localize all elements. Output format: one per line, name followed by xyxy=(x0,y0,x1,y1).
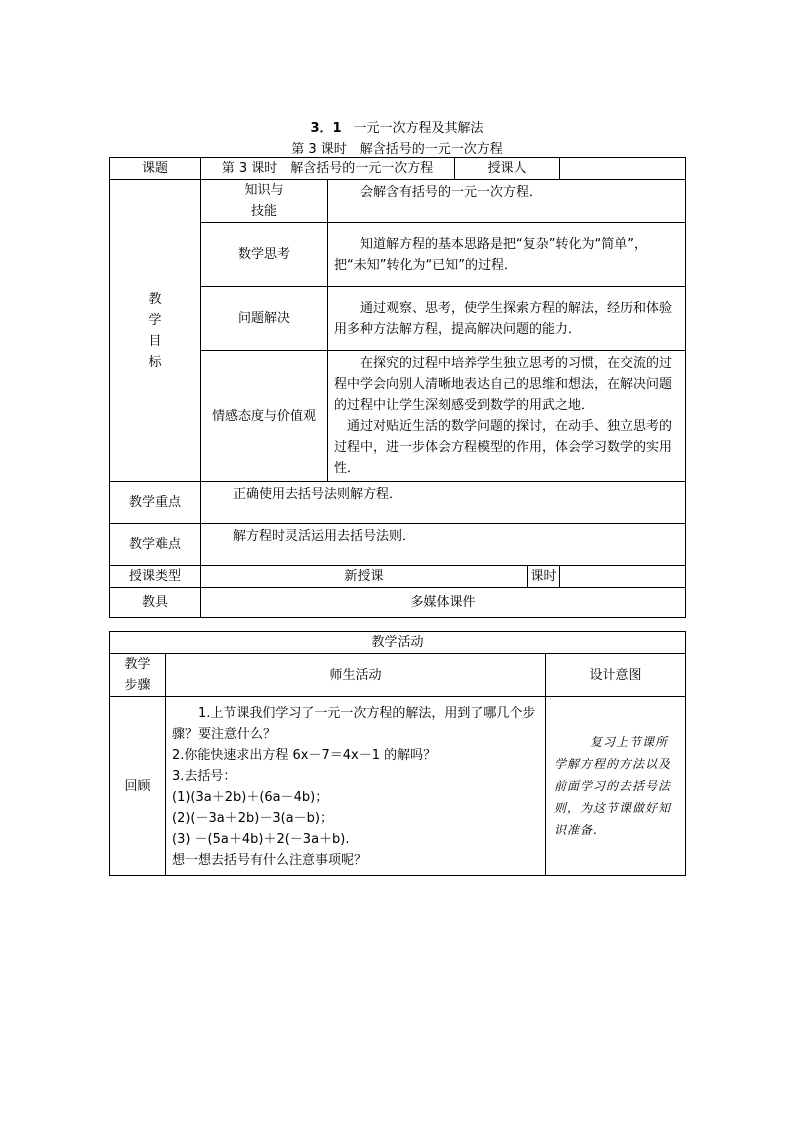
topic-row xyxy=(110,158,686,180)
review-line-3: 3.去括号： xyxy=(172,769,237,784)
review-line-5: (2)(－3a＋2b)－3(a－b)； xyxy=(172,811,333,826)
difficulty-label: 教学难点 xyxy=(110,524,201,566)
topic-label: 课题 xyxy=(110,158,201,180)
review-activities xyxy=(166,697,546,876)
hours-label: 课时 xyxy=(528,566,560,588)
section-number: 3．1 xyxy=(310,121,342,136)
review-line-6: (3) －(5a＋4b)＋2(－3a＋b). xyxy=(172,832,350,847)
type-row xyxy=(110,566,686,588)
goals-label: 教 学 目 标 xyxy=(110,180,201,482)
lesson-plan-table xyxy=(109,157,686,618)
goal-label-knowledge: 知识与 技能 xyxy=(201,180,328,223)
activity-table xyxy=(109,631,686,876)
key-text: 正确使用去括号法则解方程． xyxy=(201,482,686,524)
type-label: 授课类型 xyxy=(110,566,201,588)
review-intent: 复习上节课所学解方程的方法以及前面学习的去括号法则，为这节课做好知识准备. xyxy=(546,697,686,876)
attitude-paragraph-2: 通过对贴近生活的数学问题的探讨，在动手、独立思考的过程中，进一步体会方程模型的作用，体会学习数学的实用性． xyxy=(334,419,673,476)
review-line-2: 2.你能快速求出方程 6x－7＝4x－1 的解吗？ xyxy=(172,748,437,763)
section-title: 一元一次方程及其解法 xyxy=(353,121,484,136)
tools-label: 教具 xyxy=(110,588,201,618)
key-row xyxy=(110,482,686,524)
lesson-title: 第 3 课时 解含括号的一元一次方程 xyxy=(291,142,503,157)
goal-row-knowledge xyxy=(110,180,686,223)
col-intent-header: 设计意图 xyxy=(546,654,686,697)
goal-text-thinking: 知道解方程的基本思路是把“复杂”转化为“简单”，把“未知”转化为“已知”的过程． xyxy=(328,223,686,287)
activity-header-row xyxy=(110,654,686,697)
col-step-header: 教学 步骤 xyxy=(110,654,166,697)
activity-title: 教学活动 xyxy=(110,632,686,654)
goal-label-attitude: 情感态度与价值观 xyxy=(201,351,328,482)
section-heading xyxy=(0,117,794,136)
step-review: 回顾 xyxy=(110,697,166,876)
activity-row-review xyxy=(110,697,686,876)
attitude-paragraph-1: 在探究的过程中培养学生独立思考的习惯，在交流的过程中学会向别人清晰地表达自己的思维和想法，在解决问题的过程中让学生深刻感受到数学的用武之地． xyxy=(334,356,673,413)
tools-row xyxy=(110,588,686,618)
review-line-4: (1)(3a＋2b)＋(6a－4b)； xyxy=(172,790,329,805)
tools-value: 多媒体课件 xyxy=(201,588,686,618)
teacher-label: 授课人 xyxy=(455,158,560,180)
review-line-7: 想一想去括号有什么注意事项呢？ xyxy=(172,853,368,868)
difficulty-row xyxy=(110,524,686,566)
type-value: 新授课 xyxy=(201,566,528,588)
teacher-value xyxy=(560,158,686,180)
review-line-1: 1.上节课我们学习了一元一次方程的解法，用到了哪几个步骤？要注意什么？ xyxy=(172,706,536,742)
topic-value: 第 3 课时 解含括号的一元一次方程 xyxy=(201,158,455,180)
hours-value xyxy=(560,566,686,588)
goal-label-thinking: 数学思考 xyxy=(201,223,328,287)
goal-text-problem: 通过观察、思考，使学生探索方程的解法，经历和体验用多种方法解方程，提高解决问题的能力． xyxy=(328,287,686,351)
goal-text-attitude xyxy=(328,351,686,482)
key-label: 教学重点 xyxy=(110,482,201,524)
col-activity-header: 师生活动 xyxy=(166,654,546,697)
goal-label-problem: 问题解决 xyxy=(201,287,328,351)
difficulty-text: 解方程时灵活运用去括号法则． xyxy=(201,524,686,566)
goal-text-knowledge: 会解含有括号的一元一次方程． xyxy=(328,180,686,223)
activity-title-row xyxy=(110,632,686,654)
